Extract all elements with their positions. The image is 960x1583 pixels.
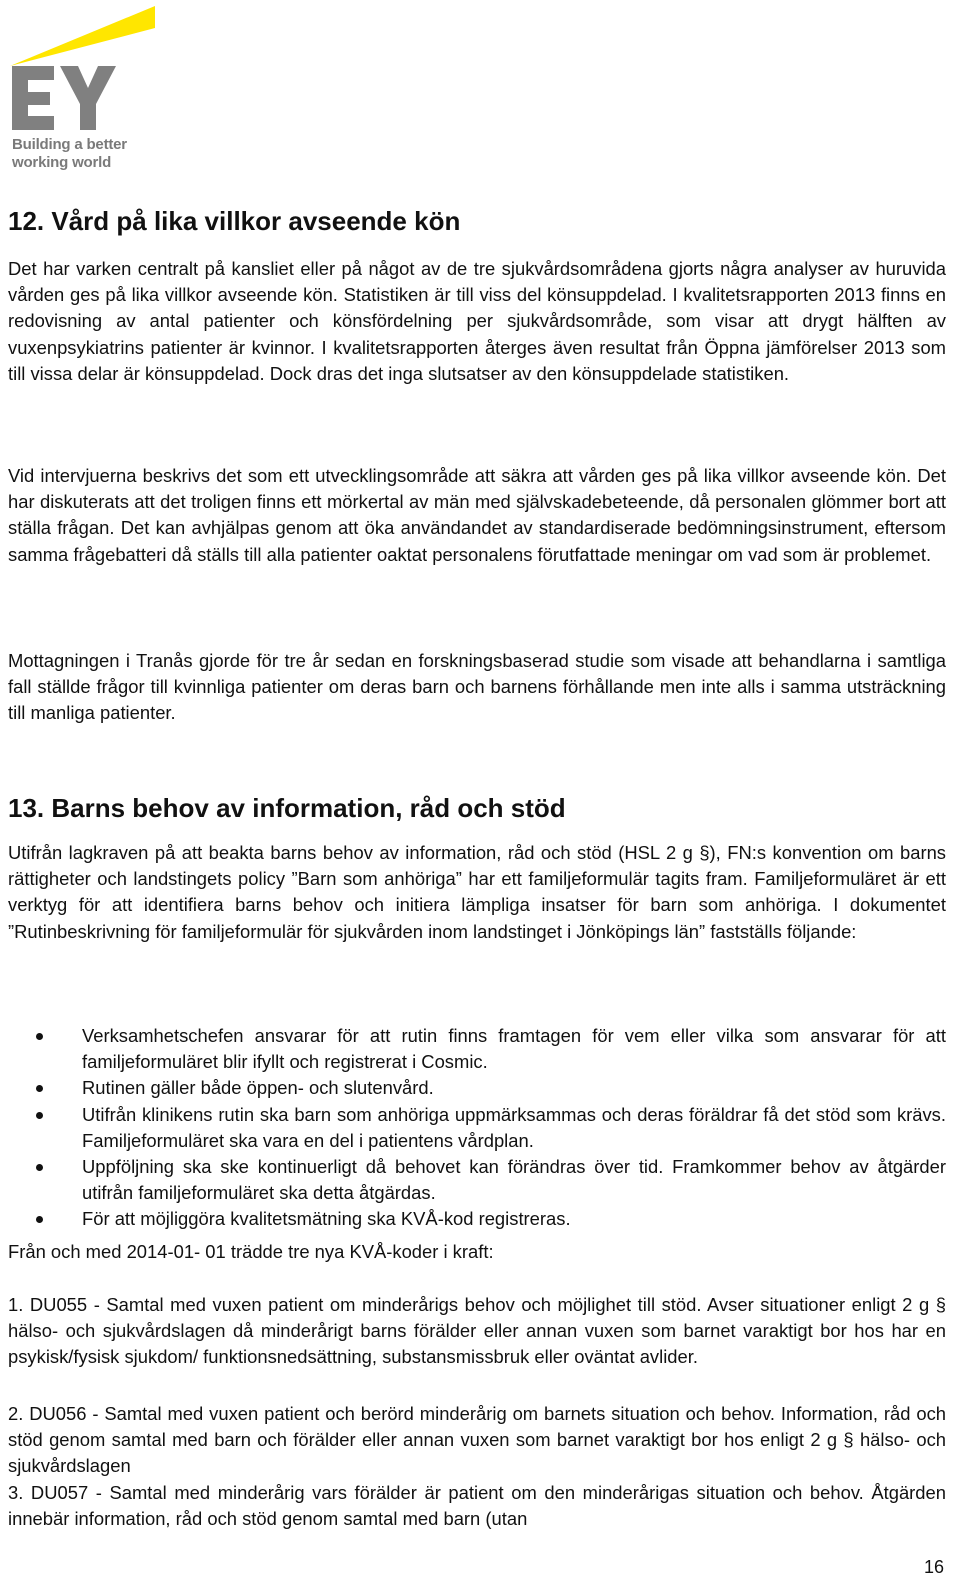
section-12-paragraph-1: Det har varken centralt på kansliet eller på något av de tre sjukvårdsområdena gjorts några analyser av huruvida vården ges på lika villkor avseende kön. Statistiken är till viss del könsuppdelad. I kvalitetsrapporten 2013 finns en redovisning av antal patienter och könsfördelning per sjukvårdsområde, som visar att drygt hälften av vuxenpsykiatrins patienter är kvinnor. I kvalitetsrapporten återges även resultat från Öppna jämförelser 2013 som till vissa delar är könsuppdelad. Dock dras det inga slutsatser av den könsuppdelade statistiken.	[8, 258, 946, 384]
kva-intro: Från och med 2014-01- 01 trädde tre nya KVÅ-koder i kraft:	[8, 1241, 494, 1262]
bullet-icon	[36, 1164, 43, 1171]
list-item	[8, 1023, 946, 1075]
section-13-heading: 13. Barns behov av information, råd och stöd	[8, 793, 566, 823]
logo-letter-y	[60, 66, 116, 130]
list-item-text: För att möjliggöra kvalitetsmätning ska KVÅ-kod registreras.	[82, 1208, 571, 1230]
bullet-icon	[36, 1085, 43, 1092]
logo-tagline-line1: Building a better	[12, 136, 127, 153]
list-item-text: Verksamhetschefen ansvarar för att rutin finns framtagen för vem eller vilka som ansvarar för att familjeformuläret blir ifyllt och registrerat i Cosmic.	[82, 1025, 946, 1073]
bullet-icon	[36, 1033, 43, 1040]
requirements-list	[8, 1023, 946, 1233]
section-12-paragraph-3: Mottagningen i Tranås gjorde för tre år sedan en forskningsbaserad studie som visade att behandlarna i samtliga fall ställde frågor till kvinnliga patienter om deras barn och barnens förhållande men inte alls i samma utsträckning till manliga patienter.	[8, 650, 946, 724]
list-item	[8, 1102, 946, 1154]
kva-code-du056: 2. DU056 - Samtal med vuxen patient och berörd minderårig om barnets situation och behov. Information, råd och stöd genom samtal med barn och förälder eller annan vuxen som barnet varaktigt bor hos enligt 2 g § hälso- och sjukvårdslagen	[8, 1403, 946, 1477]
list-item	[8, 1206, 946, 1232]
page-number: 16	[923, 1557, 944, 1577]
ey-logo	[10, 4, 160, 176]
section-13-intro: Utifrån lagkraven på att beakta barns behov av information, råd och stöd (HSL 2 g §), FN:s konvention om barns rättigheter och landstingets policy ”Barn som anhöriga” har ett familjeformulär tagits fram. Familjeformuläret är ett verktyg för att identifiera barns behov och initiera lämpliga insatser för barn som anhöriga. I dokumentet ”Rutinbeskrivning för familjeformulär för sjukvården inom landstinget i Jönköpings län” fastställs följande:	[8, 842, 946, 942]
logo-tagline-line2: working world	[12, 154, 112, 171]
list-item	[8, 1154, 946, 1206]
list-item	[8, 1075, 946, 1101]
ey-logo-mark	[10, 4, 160, 134]
logo-letter-e	[12, 66, 54, 130]
list-item-text: Rutinen gäller både öppen- och slutenvård.	[82, 1077, 434, 1099]
kva-code-du055: 1. DU055 - Samtal med vuxen patient om minderårigs behov och möjlighet till stöd. Avser situationer enligt 2 g § hälso- och sjukvårdslagen då minderårigt barns förälder eller annan vuxen som barnet varaktigt bor hos har en psykisk/fysisk sjukdom/ funktionsnedsättning, substansmissbruk eller oväntat avlider.	[8, 1294, 946, 1368]
section-12-heading: 12. Vård på lika villkor avseende kön	[8, 206, 461, 236]
section-12-paragraph-2: Vid intervjuerna beskrivs det som ett utvecklingsområde att säkra att vården ges på lika villkor avseende kön. Det har diskuterats att det troligen finns ett mörkertal av män med självskadebeteende, då personalen glömmer bort att ställa frågan. Det kan avhjälpas genom att öka användandet av standardiserade bedömningsinstrument, eftersom samma frågebatteri då ställs till alla patienter oaktat personalens förutfattade meningar om vad som är problemet.	[8, 465, 946, 565]
logo-yellow-beam	[10, 6, 155, 66]
bullet-icon	[36, 1112, 43, 1119]
logo-tagline	[12, 136, 127, 172]
kva-code-du057: 3. DU057 - Samtal med minderårig vars förälder är patient om den minderårigas situation och behov. Åtgärden innebär information, råd och stöd genom samtal med barn (utan	[8, 1482, 946, 1530]
list-item-text: Uppföljning ska ske kontinuerligt då behovet kan förändras över tid. Framkommer behov av åtgärder utifrån familjeformuläret ska detta åtgärdas.	[82, 1156, 946, 1204]
bullet-icon	[36, 1216, 43, 1223]
list-item-text: Utifrån klinikens rutin ska barn som anhöriga uppmärksammas och deras föräldrar få det stöd som krävs. Familjeformuläret ska vara en del i patientens vårdplan.	[82, 1103, 946, 1151]
